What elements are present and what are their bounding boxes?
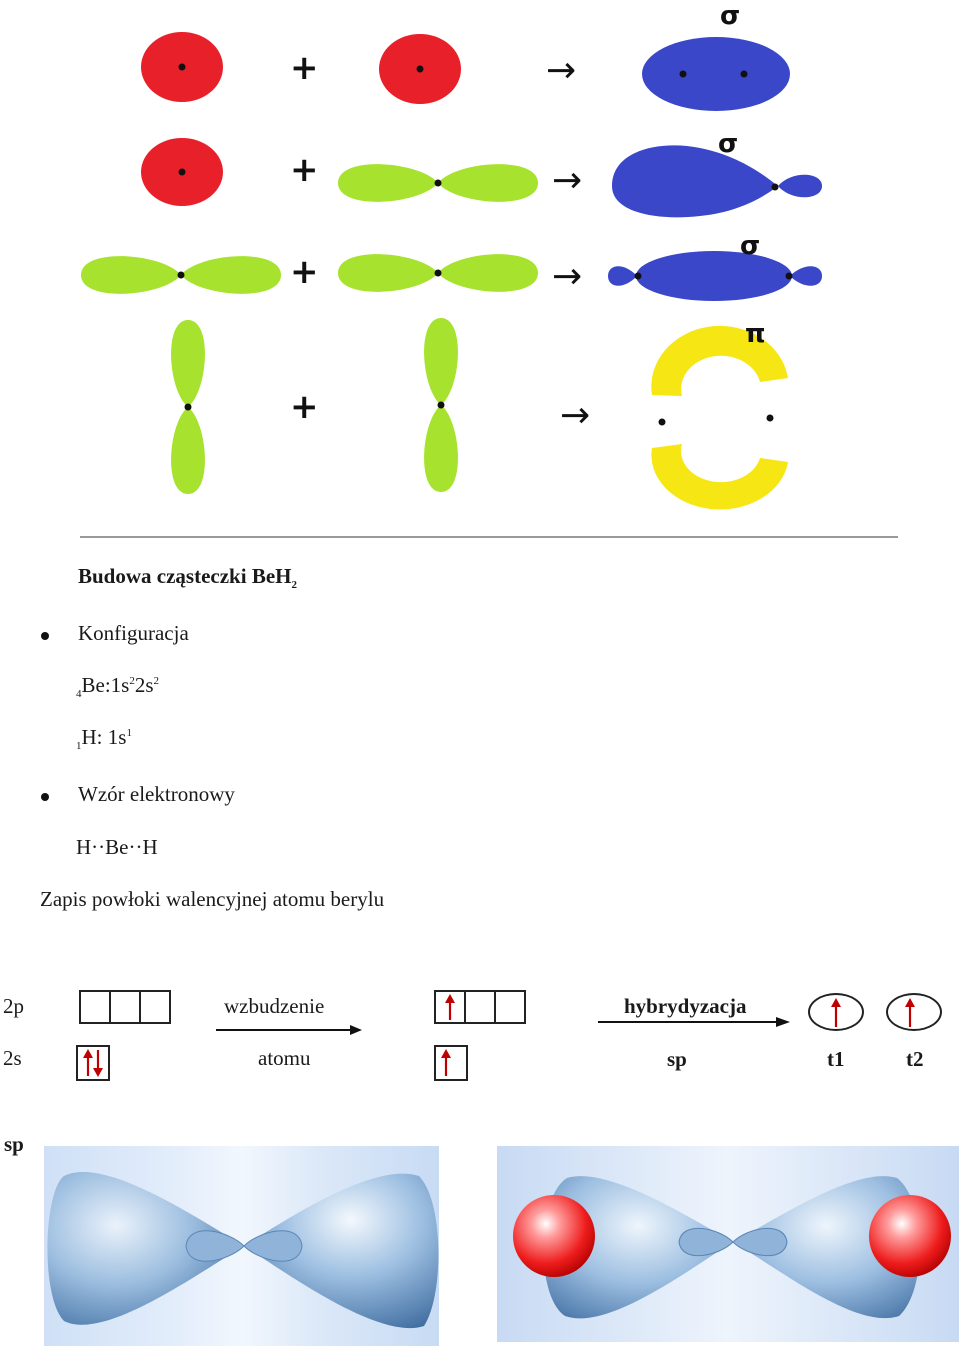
plus-sign: + <box>290 150 319 190</box>
electron-up-icon <box>436 1047 466 1079</box>
pi-bond-upper <box>651 326 788 396</box>
label-2p: 2p <box>3 994 24 1018</box>
sigma-label: σ <box>718 129 739 159</box>
pi-bond-lower <box>651 444 788 509</box>
sp-label: sp <box>667 1047 687 1071</box>
bullet-configuration: Konfiguracja <box>78 621 189 645</box>
excitation-label: wzbudzenie <box>224 994 325 1018</box>
t2-label: t2 <box>906 1047 924 1071</box>
h-configuration: $_1$H: $1s^1$ <box>76 725 132 753</box>
paired-electrons-icon <box>78 1047 108 1079</box>
sp-hybrid-orbital-illustration <box>44 1146 439 1346</box>
plus-sign: + <box>290 387 319 427</box>
hydrogen-atom-right <box>869 1195 951 1277</box>
sigma-bond <box>636 251 792 301</box>
sigma-label: σ <box>740 231 761 261</box>
be-configuration: $_4Be:1s^22s^2$ <box>76 673 160 701</box>
hybridization-arrow <box>596 1014 792 1030</box>
plus-sign: + <box>290 48 319 88</box>
ground-2s-box <box>76 1045 110 1081</box>
beh2-molecule-illustration <box>497 1146 959 1342</box>
arrow: → <box>552 160 583 201</box>
arrow: → <box>546 50 577 91</box>
row-p-p-axial <box>81 231 822 301</box>
excitation-label-atom: atomu <box>258 1046 311 1070</box>
hybrid-orbital-t1 <box>808 993 864 1031</box>
row-s-p <box>141 129 822 217</box>
valence-caption: Zapis powłoki walencyjnej atomu berylu <box>40 887 385 911</box>
arrow: → <box>552 256 583 297</box>
bullet-electron-formula: Wzór elektronowy <box>78 782 235 806</box>
sp-heading: sp <box>4 1132 24 1156</box>
pi-label: π <box>745 319 766 349</box>
sigma-bond <box>612 145 778 217</box>
sigma-bond <box>642 37 790 111</box>
row-p-p-parallel <box>171 318 788 509</box>
hybrid-orbital-t2 <box>886 993 942 1031</box>
plus-sign: + <box>290 252 319 292</box>
excited-2s-box <box>434 1045 468 1081</box>
orbital-overlap-figure <box>0 0 960 545</box>
t1-label: t1 <box>827 1047 845 1071</box>
hybridization-label: hybrydyzacja <box>624 994 747 1018</box>
bullet-marker <box>41 793 49 801</box>
excitation-arrow <box>214 1022 364 1038</box>
hydrogen-atom-left <box>513 1195 595 1277</box>
arrow: → <box>560 395 591 436</box>
ground-2p-boxes <box>79 990 171 1024</box>
electron-formula: H··Be··H <box>76 835 158 859</box>
section-title: Budowa cząsteczki BeH$_2$ <box>78 564 297 592</box>
electron-up-icon <box>436 992 464 1022</box>
bullet-marker <box>41 632 49 640</box>
row-s-s <box>141 1 790 111</box>
electron-up-icon <box>810 995 862 1029</box>
sigma-label: σ <box>720 1 741 31</box>
label-2s: 2s <box>3 1046 22 1070</box>
electron-up-icon <box>888 995 940 1029</box>
excited-2p-boxes <box>434 990 526 1024</box>
